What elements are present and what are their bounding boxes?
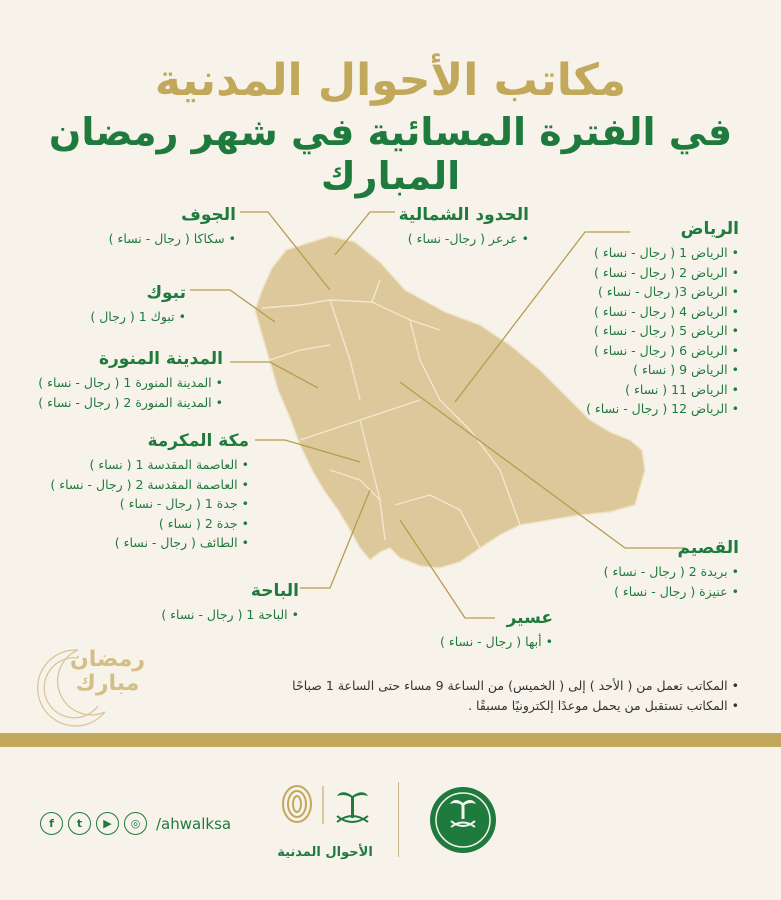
office-item: • الباحة 1 ( رجال - نساء ) [161,605,299,625]
region-title: الحدود الشمالية [398,205,529,225]
office-item: • المدينة المنورة 1 ( رجال - نساء ) [38,373,223,393]
ramadan-logo [70,648,145,696]
region-baha [161,581,299,625]
region-title: الباحة [250,581,299,601]
region-makkah [50,431,249,553]
office-item: • عرعر ( رجال- نساء ) [399,229,529,249]
twitter-icon[interactable]: t [68,812,91,835]
office-item: • بريدة 2 ( رجال - نساء ) [604,562,739,582]
region-title: تبوك [146,283,186,303]
notes [292,676,739,716]
ministry-emblem [428,785,498,855]
office-item: • الرياض 5 ( رجال - نساء ) [586,321,739,341]
region-jouf [109,205,236,249]
footer [0,747,781,900]
note-item: • المكاتب تعمل من ( الأحد ) إلى ( الخميس) من الساعة 9 مساء حتى الساعة 1 صباحًا [292,676,739,696]
office-item: • العاصمة المقدسة 1 ( نساء ) [50,455,249,475]
page-title: مكاتب الأحوال المدنية [154,55,627,106]
office-item: • الرياض 4 ( رجال - نساء ) [586,302,739,322]
region-title: الرياض [680,219,739,239]
palm-swords-icon [337,792,368,822]
office-item: • سكاكا ( رجال - نساء ) [109,229,236,249]
office-item: • الرياض 3( رجال - نساء ) [586,282,739,302]
ramadan-word: رمضان [70,647,146,672]
office-item: • الرياض 2 ( رجال - نساء ) [586,263,739,283]
office-item: • العاصمة المقدسة 2 ( رجال - نساء ) [50,475,249,495]
region-tabuk [90,283,186,327]
office-item: • جدة 1 ( رجال - نساء ) [50,494,249,514]
office-item: • الرياض 6 ( رجال - نساء ) [586,341,739,361]
social-links [40,812,231,835]
region-title: عسير [506,608,553,628]
note-item: • المكاتب تستقبل من يحمل موعدًا إلكترونيًا مسبقًا . [292,696,739,716]
social-handle[interactable]: /ahwalksa [156,814,232,833]
ahwal-logo-text: الأحوال المدنية [277,845,373,860]
page-subtitle: في الفترة المسائية في شهر رمضان المبارك [48,110,733,198]
region-title: مكة المكرمة [147,431,249,451]
region-title: الجوف [181,205,236,225]
instagram-icon[interactable]: ◎ [124,812,147,835]
office-item: • الرياض 1 ( رجال - نساء ) [586,243,739,263]
youtube-icon[interactable]: ▶ [96,812,119,835]
region-qassim [604,538,739,601]
office-item: • جدة 2 ( نساء ) [50,514,249,534]
facebook-icon[interactable]: f [40,812,63,835]
gold-divider [0,733,781,747]
office-item: • تبوك 1 ( رجال ) [90,307,186,327]
region-madinah [38,349,223,412]
footer-divider [398,782,399,857]
mubarak-word: مبارك [75,671,140,696]
office-item: • أبها ( رجال - نساء ) [440,632,553,652]
office-item: • عنيزة ( رجال - نساء ) [604,582,739,602]
office-item: • المدينة المنورة 2 ( رجال - نساء ) [38,393,223,413]
region-title: المدينة المنورة [98,349,223,369]
region-riyadh [586,219,739,419]
office-item: • الطائف ( رجال - نساء ) [50,533,249,553]
ahwal-logo [275,782,385,842]
office-item: • الرياض 12 ( رجال - نساء ) [586,399,739,419]
region-title: القصيم [677,538,739,558]
office-item: • الرياض 11 ( نساء ) [586,380,739,400]
region-asir [440,608,553,652]
region-northern [399,205,529,249]
office-item: • الرياض 9 ( نساء ) [586,360,739,380]
